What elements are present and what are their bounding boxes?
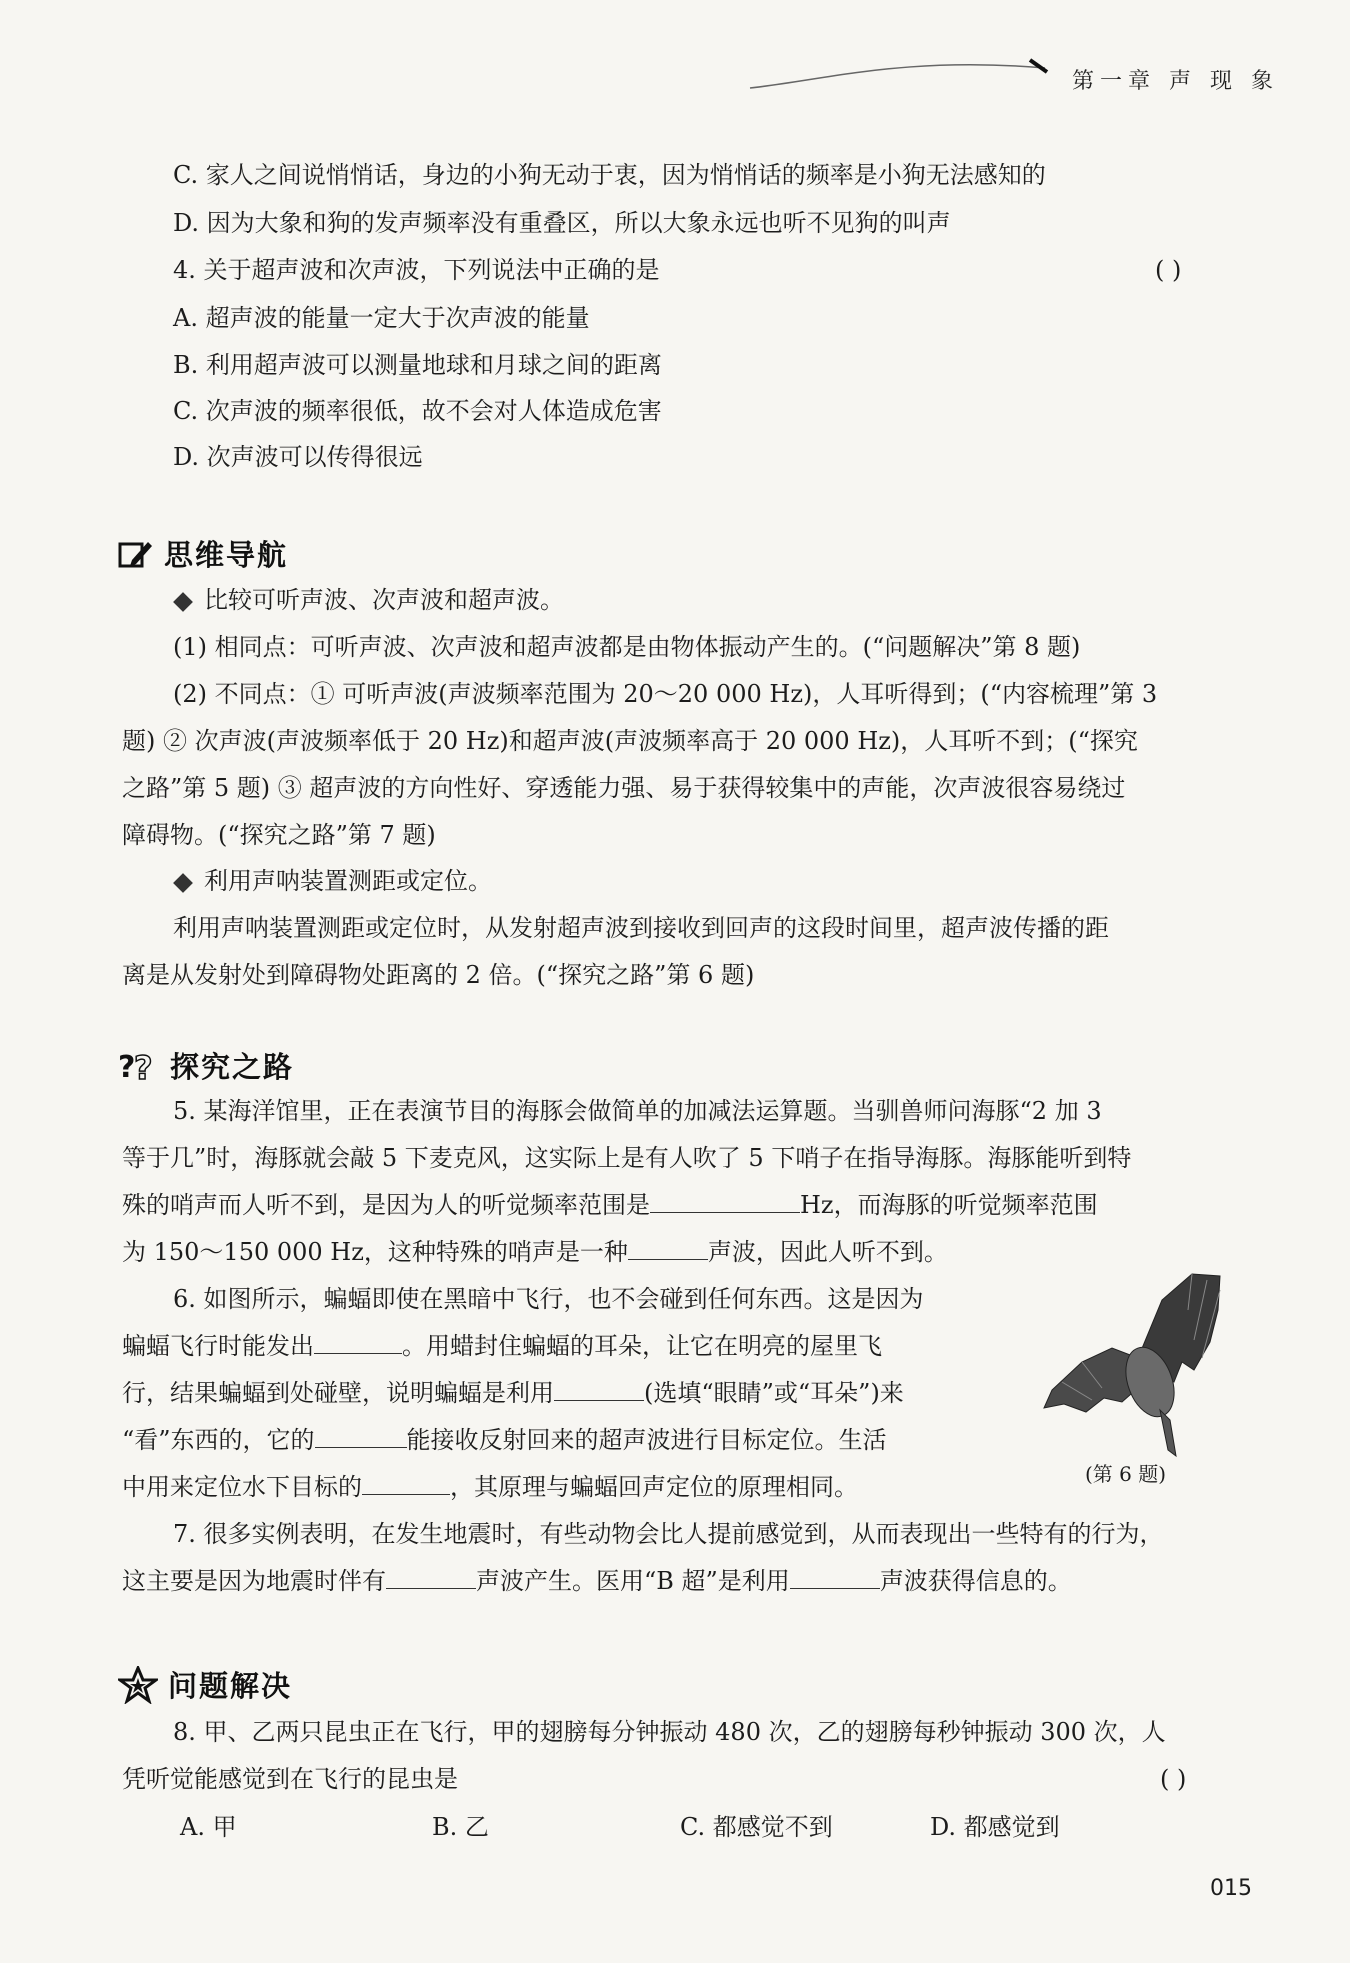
bullet-sonar-text: 利用声呐装置测距或定位。 [204,867,492,895]
answer-blank-q7-earthquake[interactable] [386,1566,476,1589]
option-c-prev: C. 家人之间说悄悄话，身边的小狗无动于衷，因为悄悄话的频率是小狗无法感知的 [173,161,1046,189]
q8-option-c: C. 都感觉不到 [680,1813,833,1841]
q6-line-1: 6. 如图所示，蝙蝠即使在黑暗中飞行，也不会碰到任何东西。这是因为 [173,1285,924,1313]
q7-line-2 [122,1566,1072,1596]
q6-line-2-text-b: 。用蜡封住蝙蝠的耳朵，让它在明亮的屋里飞 [402,1332,882,1360]
answer-bracket-q4: ( ) [1155,256,1182,284]
q6-line-4-text-a: “看”东西的，它的 [122,1426,315,1454]
q8-line-2: 凭听觉能感觉到在飞行的昆虫是 [122,1765,458,1793]
q5-line-4-text-a: 为 150～150 000 Hz，这种特殊的哨声是一种 [122,1238,628,1266]
answer-blank-q6-receiver[interactable] [315,1425,407,1448]
think-para-3-line-1: 利用声呐装置测距或定位时，从发射超声波到接收到回声的这段时间里，超声波传播的距 [173,914,1109,942]
q6-line-4 [122,1425,887,1455]
star-icon [118,1666,158,1704]
q4-option-c: C. 次声波的频率很低，故不会对人体造成危害 [173,397,662,425]
think-para-1: (1) 相同点：可听声波、次声波和超声波都是由物体振动产生的。(“问题解决”第 8 题) [173,633,1081,661]
q4-option-b: B. 利用超声波可以测量地球和月球之间的距离 [173,351,662,379]
answer-blank-q6-organ[interactable] [554,1378,644,1401]
q5-line-1: 5. 某海洋馆里，正在表演节目的海豚会做简单的加减法运算题。当驯兽师问海豚“2 加 3 [173,1097,1102,1125]
section-title-solve: 问题解决 [168,1669,293,1703]
bullet-compare [176,585,564,615]
answer-blank-q6-device[interactable] [362,1472,450,1495]
q5-line-4 [122,1237,948,1267]
q4-option-a: A. 超声波的能量一定大于次声波的能量 [173,304,590,332]
pencil-note-icon [118,538,154,570]
section-header-explore [118,1045,294,1086]
q6-line-5 [122,1472,858,1502]
q6-line-5-text-a: 中用来定位水下目标的 [122,1473,362,1501]
q7-line-2-text-c: 声波获得信息的。 [879,1567,1072,1595]
q8-option-d: D. 都感觉到 [930,1813,1060,1841]
svg-text:?: ? [118,1049,136,1083]
q6-line-2-text-a: 蝙蝠飞行时能发出 [122,1332,314,1360]
diamond-bullet-icon [173,873,193,893]
think-para-3-line-2: 离是从发射处到障碍物处距离的 2 倍。(“探究之路”第 6 题) [122,961,755,989]
section-title-explore: 探究之路 [170,1050,295,1084]
q8-option-a: A. 甲 [180,1813,237,1841]
q6-line-4-text-b: 能接收反射回来的超声波进行目标定位。生活 [406,1426,887,1454]
q6-line-3 [122,1378,904,1408]
think-para-2-line-1: (2) 不同点：① 可听声波(声波频率范围为 20～20 000 Hz)，人耳听得到；(“内容梳理”第 3 [173,680,1158,708]
q5-line-3-text-b: Hz，而海豚的听觉频率范围 [800,1191,1098,1219]
figure-caption-q6: (第 6 题) [1085,1462,1167,1486]
question-marks-icon [118,1049,160,1083]
bullet-compare-text: 比较可听声波、次声波和超声波。 [204,586,564,614]
question-4-stem: 4. 关于超声波和次声波，下列说法中正确的是 [173,256,660,284]
q4-option-d: D. 次声波可以传得很远 [173,443,423,471]
think-para-2-line-4: 障碍物。(“探究之路”第 7 题) [122,821,436,849]
bullet-sonar [176,866,492,896]
think-para-2-line-2: 题) ② 次声波(声波频率低于 20 Hz)和超声波(声波频率高于 20 000 Hz)，人耳听不到；(“探究 [122,727,1138,755]
page-number: 015 [1210,1876,1252,1901]
q7-line-2-text-a: 这主要是因为地震时伴有 [122,1567,386,1595]
header-swoosh-decoration [745,50,1055,90]
q7-line-1: 7. 很多实例表明，在发生地震时，有些动物会比人提前感觉到，从而表现出一些特有的行为， [173,1520,1164,1548]
option-d-prev: D. 因为大象和狗的发声频率没有重叠区，所以大象永远也听不见狗的叫声 [173,209,951,237]
q7-line-2-text-b: 声波产生。医用“B 超”是利用 [476,1567,790,1595]
section-header-think [118,533,288,574]
answer-blank-q5-range[interactable] [650,1190,800,1213]
answer-blank-q7-bscan[interactable] [790,1566,880,1589]
q8-line-1: 8. 甲、乙两只昆虫正在飞行，甲的翅膀每分钟振动 480 次，乙的翅膀每秒钟振动 300 次，人 [173,1718,1166,1746]
think-para-2-line-3: 之路”第 5 题) ③ 超声波的方向性好、穿透能力强、易于获得较集中的声能，次声波很容易绕过 [122,774,1126,802]
chapter-header: 第一章 声 现 象 [1072,69,1279,94]
q5-line-4-text-b: 声波，因此人听不到。 [707,1238,948,1266]
q6-line-3-text-a: 行，结果蝙蝠到处碰壁，说明蝙蝠是利用 [122,1379,554,1407]
answer-blank-q5-wave[interactable] [628,1237,708,1260]
q5-line-2: 等于几”时，海豚就会敲 5 下麦克风，这实际上是有人吹了 5 下哨子在指导海豚。海豚能听到特 [122,1144,1132,1172]
q5-line-3-text-a: 殊的哨声而人听不到，是因为人的听觉频率范围是 [122,1191,650,1219]
q6-line-5-text-b: ，其原理与蝙蝠回声定位的原理相同。 [450,1473,858,1501]
section-title-think: 思维导航 [164,538,289,572]
answer-bracket-q8: ( ) [1160,1765,1187,1793]
diamond-bullet-icon [173,592,193,612]
bat-illustration [1042,1270,1222,1460]
q6-line-2 [122,1331,882,1361]
answer-blank-q6-emit[interactable] [314,1331,402,1354]
q5-line-3 [122,1190,1098,1220]
q8-option-b: B. 乙 [432,1813,489,1841]
q6-line-3-text-b: (选填“眼睛”或“耳朵”)来 [644,1379,904,1407]
svg-text:?: ? [134,1048,153,1083]
section-header-solve [118,1664,292,1705]
